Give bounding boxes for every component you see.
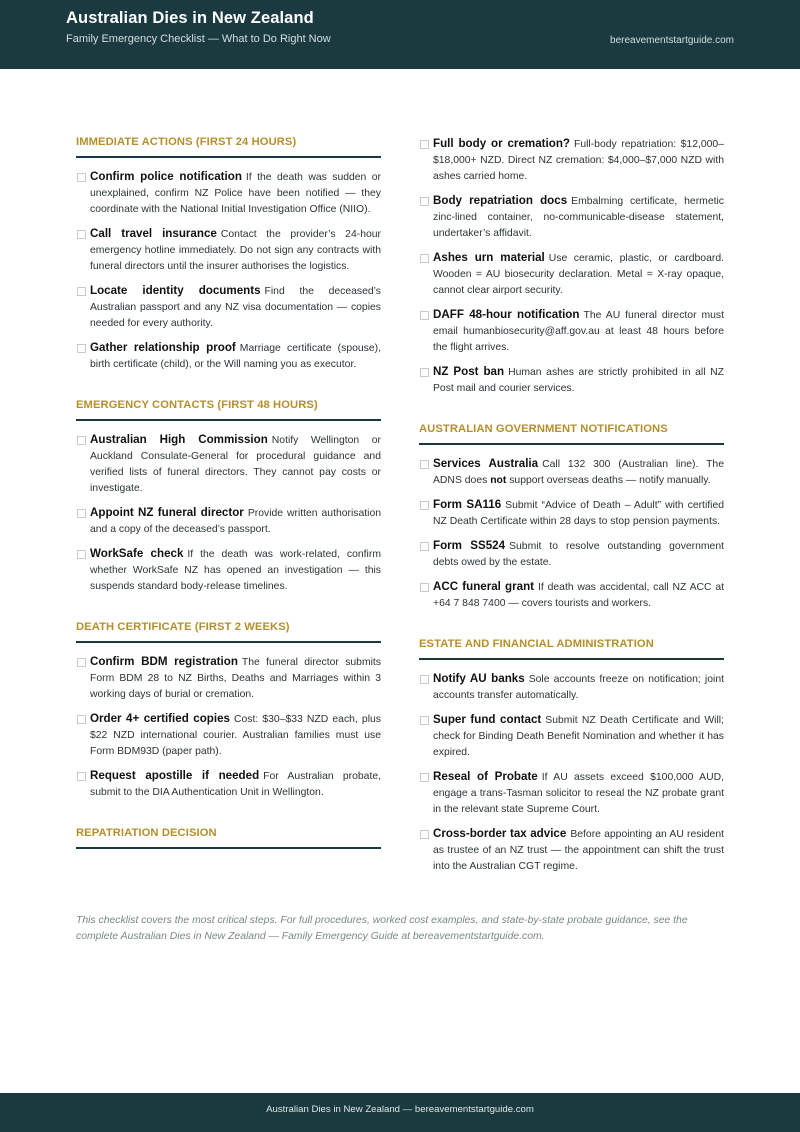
item-text: Before appointing an AU resident as trustee of an NZ trust — the appointment can shift the trust into the Australian CGT regime. xyxy=(433,829,724,872)
item-lead: Call travel insurance xyxy=(90,227,217,240)
checklist-item xyxy=(76,711,381,760)
checklist-item xyxy=(419,364,724,397)
checkbox-icon[interactable] xyxy=(77,772,86,781)
section-repatriation-heading xyxy=(76,819,381,849)
item-lead: Full body or cremation? xyxy=(433,137,570,150)
item-lead: Order 4+ certified copies xyxy=(90,712,230,725)
item-text: Submit NZ Death Certificate and Will; check for Binding Death Benefit Nomination and whether it has expired. xyxy=(433,715,724,758)
item-lead: Confirm BDM registration xyxy=(90,655,238,668)
page-footer: Australian Dies in New Zealand — bereavementstartguide.com xyxy=(0,1093,800,1132)
section-government-notifications xyxy=(419,415,724,612)
checkbox-icon[interactable] xyxy=(77,509,86,518)
item-lead: Ashes urn material xyxy=(433,251,545,264)
section-title: REPATRIATION DECISION xyxy=(76,819,381,849)
item-lead: WorkSafe check xyxy=(90,547,184,560)
section-title: ESTATE AND FINANCIAL ADMINISTRATION xyxy=(419,630,724,660)
item-lead: Form SS524 xyxy=(433,539,506,552)
item-lead: Locate identity documents xyxy=(90,284,261,297)
item-text: Human ashes are strictly prohibited in all NZ Post mail and courier services. xyxy=(433,367,724,394)
checklist-item xyxy=(419,307,724,356)
checkbox-icon[interactable] xyxy=(420,311,429,320)
checklist-item xyxy=(76,505,381,538)
item-lead: Confirm police notification xyxy=(90,170,242,183)
section-death-certificate xyxy=(76,613,381,801)
checkbox-icon[interactable] xyxy=(420,583,429,592)
checkbox-icon[interactable] xyxy=(420,140,429,149)
checklist-item xyxy=(419,538,724,571)
checklist-item xyxy=(419,193,724,242)
item-lead: Services Australia xyxy=(433,457,539,470)
checkbox-icon[interactable] xyxy=(420,197,429,206)
checklist-item xyxy=(419,769,724,818)
section-title: EMERGENCY CONTACTS (FIRST 48 HOURS) xyxy=(76,391,381,421)
item-lead: Super fund contact xyxy=(433,713,542,726)
checkbox-icon[interactable] xyxy=(77,173,86,182)
section-repatriation-items xyxy=(419,136,724,397)
checklist-item xyxy=(76,226,381,275)
item-text: If the death was work-related, confirm whether WorkSafe NZ has opened an investigation — this suspends standard body-release timelines. xyxy=(90,549,381,592)
page-subtitle: Family Emergency Checklist — What to Do Right Now xyxy=(66,33,331,45)
item-lead: Australian High Commission xyxy=(90,433,268,446)
checklist-item xyxy=(419,136,724,185)
checkbox-icon[interactable] xyxy=(77,230,86,239)
checklist-item xyxy=(76,283,381,332)
item-text: Provide written authorisation and a copy of the deceased’s passport. xyxy=(90,508,382,535)
checkbox-icon[interactable] xyxy=(420,830,429,839)
header-site-link[interactable]: bereavementstartguide.com xyxy=(610,35,734,46)
item-text: Cost: $30–$33 NZD each, plus $22 NZD international courier. Australian families must use Form BDM93D (paper path). xyxy=(90,714,381,757)
checkbox-icon[interactable] xyxy=(77,344,86,353)
checklist-item xyxy=(419,826,724,875)
item-lead: ACC funeral grant xyxy=(433,580,535,593)
item-lead: Request apostille if needed xyxy=(90,769,260,782)
section-title: DEATH CERTIFICATE (FIRST 2 WEEKS) xyxy=(76,613,381,643)
page-title: Australian Dies in New Zealand xyxy=(66,9,314,27)
section-title: IMMEDIATE ACTIONS (FIRST 24 HOURS) xyxy=(76,128,381,158)
checkbox-icon[interactable] xyxy=(420,460,429,469)
item-text: The funeral director submits Form BDM 28 to NZ Births, Deaths and Marriages within 3 working days of burial or cremation. xyxy=(90,657,381,700)
checkbox-icon[interactable] xyxy=(420,501,429,510)
item-text: Use ceramic, plastic, or cardboard. Wooden = AU biosecurity declaration. Metal = X-ray opaque, cannot clear airport security. xyxy=(433,253,724,296)
item-text: Submit “Advice of Death – Adult” with certified NZ Death Certificate within 28 days to stop pension payments. xyxy=(433,500,725,527)
item-lead: Form SA116 xyxy=(433,498,502,511)
item-lead: Cross-border tax advice xyxy=(433,827,567,840)
checklist-item xyxy=(419,671,724,704)
section-title: AUSTRALIAN GOVERNMENT NOTIFICATIONS xyxy=(419,415,724,445)
item-lead: Body repatriation docs xyxy=(433,194,568,207)
section-immediate-actions xyxy=(76,128,381,373)
item-text: If AU assets exceed $100,000 AUD, engage a trans-Tasman solicitor to reseal the NZ probate grant in the relevant state Supreme Court. xyxy=(433,772,725,815)
item-text: Find the deceased’s Australian passport and any NZ visa documentation — copies needed for every authority. xyxy=(90,286,381,329)
item-lead: Gather relationship proof xyxy=(90,341,236,354)
checklist-item xyxy=(419,497,724,530)
item-text: If death was accidental, call NZ ACC at +64 7 848 7400 — covers tourists and workers. xyxy=(433,582,725,609)
item-lead: NZ Post ban xyxy=(433,365,505,378)
item-text: Contact the provider’s 24-hour emergency hotline immediately. Do not sign any contracts with funeral directors until the insurer authorises the logistics. xyxy=(90,229,381,272)
checkbox-icon[interactable] xyxy=(420,716,429,725)
checkbox-icon[interactable] xyxy=(420,368,429,377)
checklist-item xyxy=(419,712,724,761)
item-text: support overseas deaths — notify manually. xyxy=(506,475,711,486)
item-lead: Notify AU banks xyxy=(433,672,525,685)
section-estate-administration xyxy=(419,630,724,875)
page-header xyxy=(0,0,800,69)
item-text: If the death was sudden or unexplained, confirm NZ Police have been notified — they coordinate with the National Initial Investigation Office (NIIO). xyxy=(90,172,381,215)
item-lead: DAFF 48-hour notification xyxy=(433,308,580,321)
checkbox-icon[interactable] xyxy=(77,287,86,296)
checkbox-icon[interactable] xyxy=(420,675,429,684)
checkbox-icon[interactable] xyxy=(420,773,429,782)
checkbox-icon[interactable] xyxy=(77,715,86,724)
left-column xyxy=(76,128,381,867)
section-emergency-contacts xyxy=(76,391,381,595)
checklist-item xyxy=(419,250,724,299)
checklist-item xyxy=(419,456,724,489)
item-text: Embalming certificate, hermetic zinc-lined container, no-communicable-disease statement, undertaker’s affidavit. xyxy=(433,196,724,239)
item-text: Notify Wellington or Auckland Consulate-General for procedural guidance and verified lists of funeral directors. They cannot pay costs or investigate. xyxy=(90,435,381,494)
item-text: Marriage certificate (spouse), birth certificate (child), or the Will naming you as executor. xyxy=(90,343,381,370)
checklist-item xyxy=(76,432,381,497)
checkbox-icon[interactable] xyxy=(420,542,429,551)
checkbox-icon[interactable] xyxy=(420,254,429,263)
item-text: For Australian probate, submit to the DIA Authentication Unit in Wellington. xyxy=(90,771,381,798)
item-lead: Appoint NZ funeral director xyxy=(90,506,244,519)
right-column xyxy=(419,128,724,893)
item-text: Submit to resolve outstanding government debts owed by the estate. xyxy=(433,541,725,568)
checkbox-icon[interactable] xyxy=(77,436,86,445)
checklist-item xyxy=(76,169,381,218)
item-emphasis: not xyxy=(490,475,507,486)
checkbox-icon[interactable] xyxy=(77,550,86,559)
item-text: The AU funeral director must email humanbiosecurity@aff.gov.au at least 48 hours before the flight arrives. xyxy=(433,310,725,353)
item-lead: Reseal of Probate xyxy=(433,770,538,783)
checkbox-icon[interactable] xyxy=(77,658,86,667)
item-text: Sole accounts freeze on notification; joint accounts transfer automatically. xyxy=(433,674,724,701)
checklist-item xyxy=(419,579,724,612)
closing-note: This checklist covers the most critical steps. For full procedures, worked cost examples, and state-by-state probate guidance, see the complete Australian Dies in New Zealand — Family Emergency Guide at bereavementstartguide.com. xyxy=(76,915,688,942)
item-text: Call 132 300 (Australian line). The ADNS does xyxy=(433,459,724,486)
checklist-item xyxy=(76,768,381,801)
checklist-item xyxy=(76,546,381,595)
item-text: Full-body repatriation: $12,000–$18,000+ NZD. Direct NZ cremation: $4,000–$7,000 NZD with ashes carried home. xyxy=(433,139,724,182)
checklist-item xyxy=(76,340,381,373)
checklist-item xyxy=(76,654,381,703)
